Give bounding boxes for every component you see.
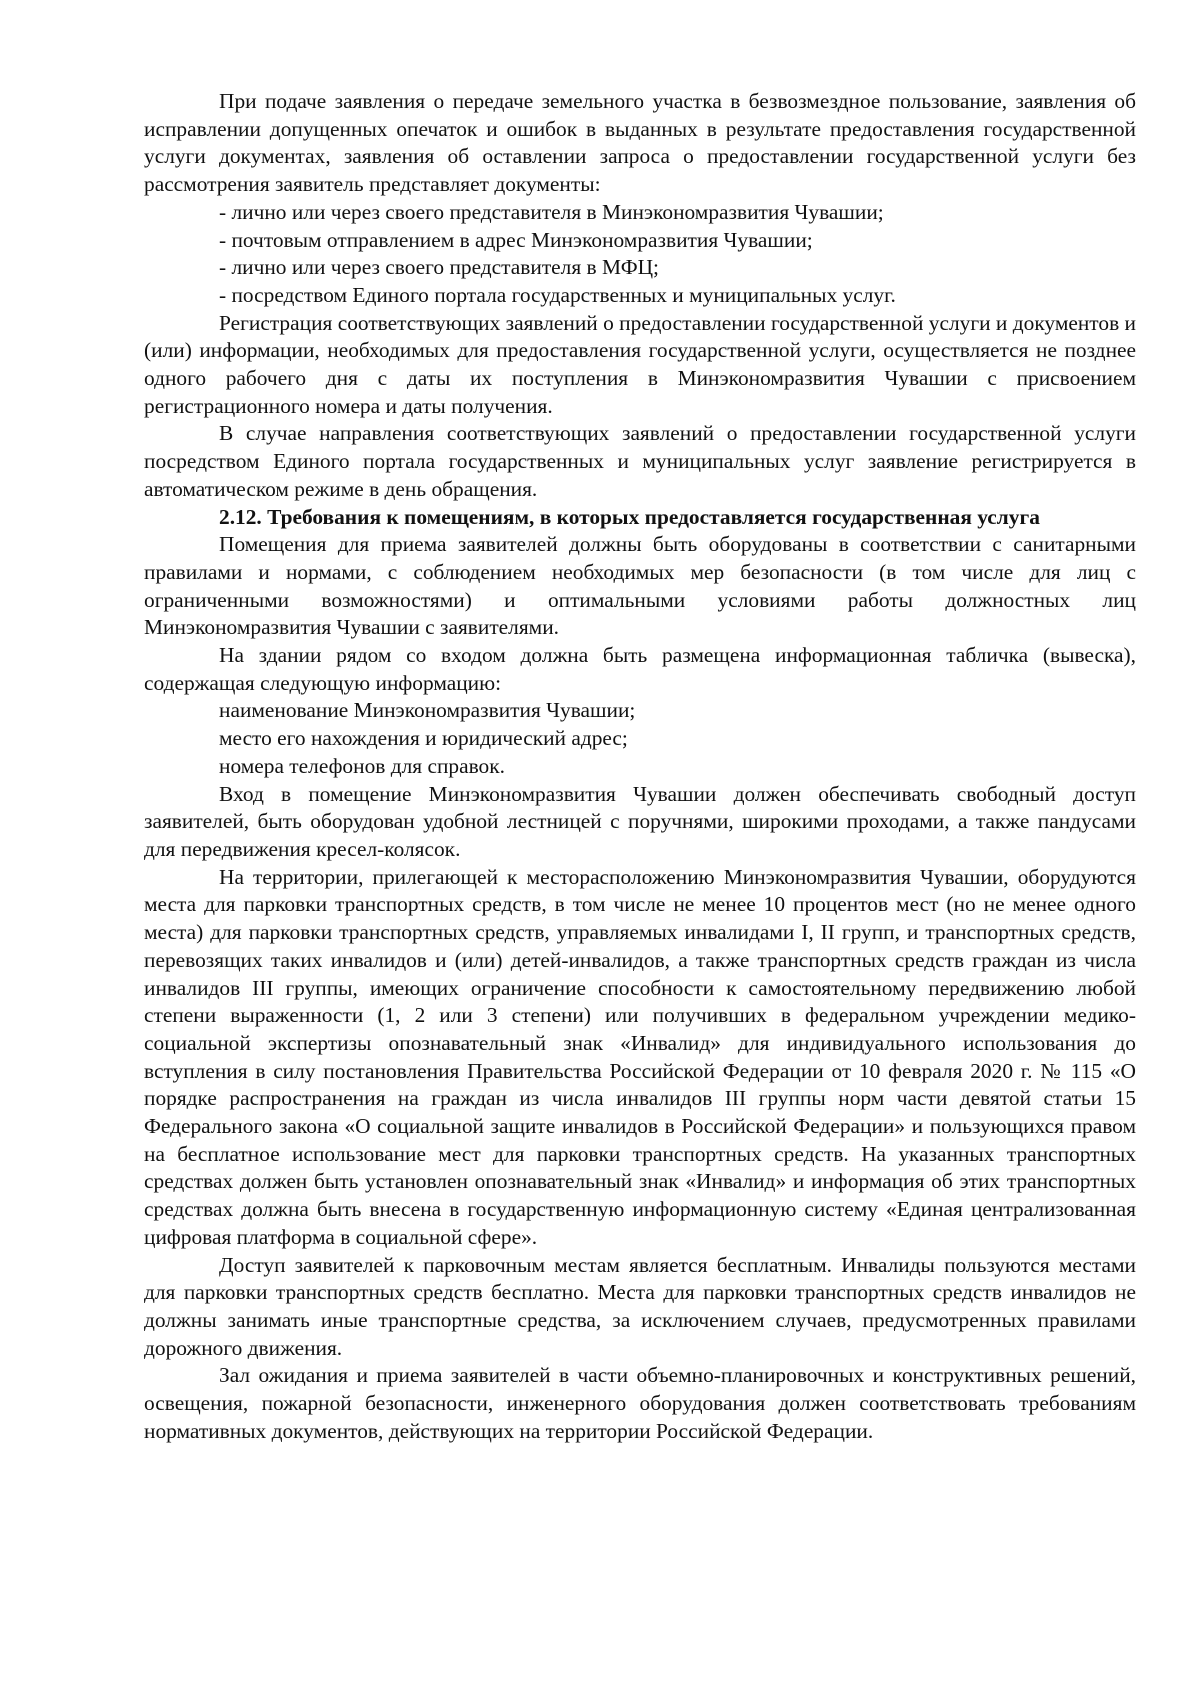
- section-heading: 2.12. Требования к помещениям, в которых предоставляется государственная услуга: [219, 504, 1040, 529]
- paragraph-entrance: Вход в помещение Минэкономразвития Чувашии должен обеспечивать свободный доступ заявителей, быть оборудован удобной лестницей с поручнями, широкими проходами, а также пандусами для передвижения кресел-колясок.: [144, 781, 1136, 861]
- list-item-signboard-3: номера телефонов для справок.: [219, 753, 505, 778]
- paragraph-parking: На территории, прилегающей к месторасположению Минэкономразвития Чувашии, оборудуются места для парковки транспортных средств, в том числе не менее 10 процентов мест (но не менее одного места) для парковки транспортных средств, управляемых инвалидами I, II групп, и транспортных средств, перевозящих таких инвалидов и (или) детей-инвалидов, а также транспортных средств граждан из числа инвалидов III группы, имеющих ограничение способности к самостоятельному передвижению любой степени выраженности (1, 2 или 3 степени) или получивших в федеральном учреждении медико-социальной экспертизы опознавательный знак «Инвалид» для индивидуального использования до вступления в силу постановления Правительства Российской Федерации от 10 февраля 2020 г. № 115 «О порядке распространения на граждан из числа инвалидов III группы норм части девятой статьи 15 Федерального закона «О социальной защите инвалидов в Российской Федерации» и пользующихся правом на бесплатное использование мест для парковки транспортных средств. На указанных транспортных средствах должен быть установлен опознавательный знак «Инвалид» и информация об этих транспортных средствах должна быть внесена в государственную информационную систему «Единая централизованная цифровая платформа в социальной сфере».: [144, 864, 1136, 1249]
- list-item-method-4: - посредством Единого портала государственных и муниципальных услуг.: [219, 282, 896, 307]
- list-item-method-2: - почтовым отправлением в адрес Минэкономразвития Чувашии;: [219, 227, 813, 252]
- list-item-signboard-1: наименование Минэкономразвития Чувашии;: [219, 698, 636, 723]
- paragraph-portal-registration: В случае направления соответствующих заявлений о предоставлении государственной услуги посредством Единого портала государственных и муниципальных услуг заявление регистрируется в автоматическом режиме в день обращения.: [144, 421, 1136, 501]
- document-page: [144, 88, 1136, 1445]
- paragraph-parking-free: Доступ заявителей к парковочным местам является бесплатным. Инвалиды пользуются местами для парковки транспортных средств бесплатно. Места для парковки транспортных средств инвалидов не должны занимать иные транспортные средства, за исключением случаев, предусмотренных правилами дорожного движения.: [144, 1252, 1136, 1360]
- paragraph-signboard-intro: На здании рядом со входом должна быть размещена информационная табличка (вывеска), содержащая следующую информацию:: [144, 643, 1136, 695]
- list-item-signboard-2: место его нахождения и юридический адрес;: [219, 726, 628, 751]
- list-item-method-3: - лично или через своего представителя в МФЦ;: [219, 255, 660, 280]
- list-item-method-1: - лично или через своего представителя в Минэкономразвития Чувашии;: [219, 199, 884, 224]
- paragraph-registration: Регистрация соответствующих заявлений о предоставлении государственной услуги и документов и (или) информации, необходимых для предоставления государственной услуги, осуществляется не позднее одного рабочего дня с даты их поступления в Минэкономразвития Чувашии с присвоением регистрационного номера и даты получения.: [144, 310, 1136, 418]
- paragraph-intro: При подаче заявления о передаче земельного участка в безвозмездное пользование, заявления об исправлении допущенных опечаток и ошибок в выданных в результате предоставления государственной услуги документах, заявления об оставлении запроса о предоставлении государственной услуги без рассмотрения заявитель представляет документы:: [144, 89, 1136, 197]
- paragraph-premises: Помещения для приема заявителей должны быть оборудованы в соответствии с санитарными правилами и нормами, с соблюдением необходимых мер безопасности (в том числе для лиц с ограниченными возможностями) и оптимальными условиями работы должностных лиц Минэкономразвития Чувашии с заявителями.: [144, 532, 1136, 640]
- paragraph-waiting-hall: Зал ожидания и приема заявителей в части объемно-планировочных и конструктивных решений, освещения, пожарной безопасности, инженерного оборудования должен соответствовать требованиям нормативных документов, действующих на территории Российской Федерации.: [144, 1363, 1136, 1443]
